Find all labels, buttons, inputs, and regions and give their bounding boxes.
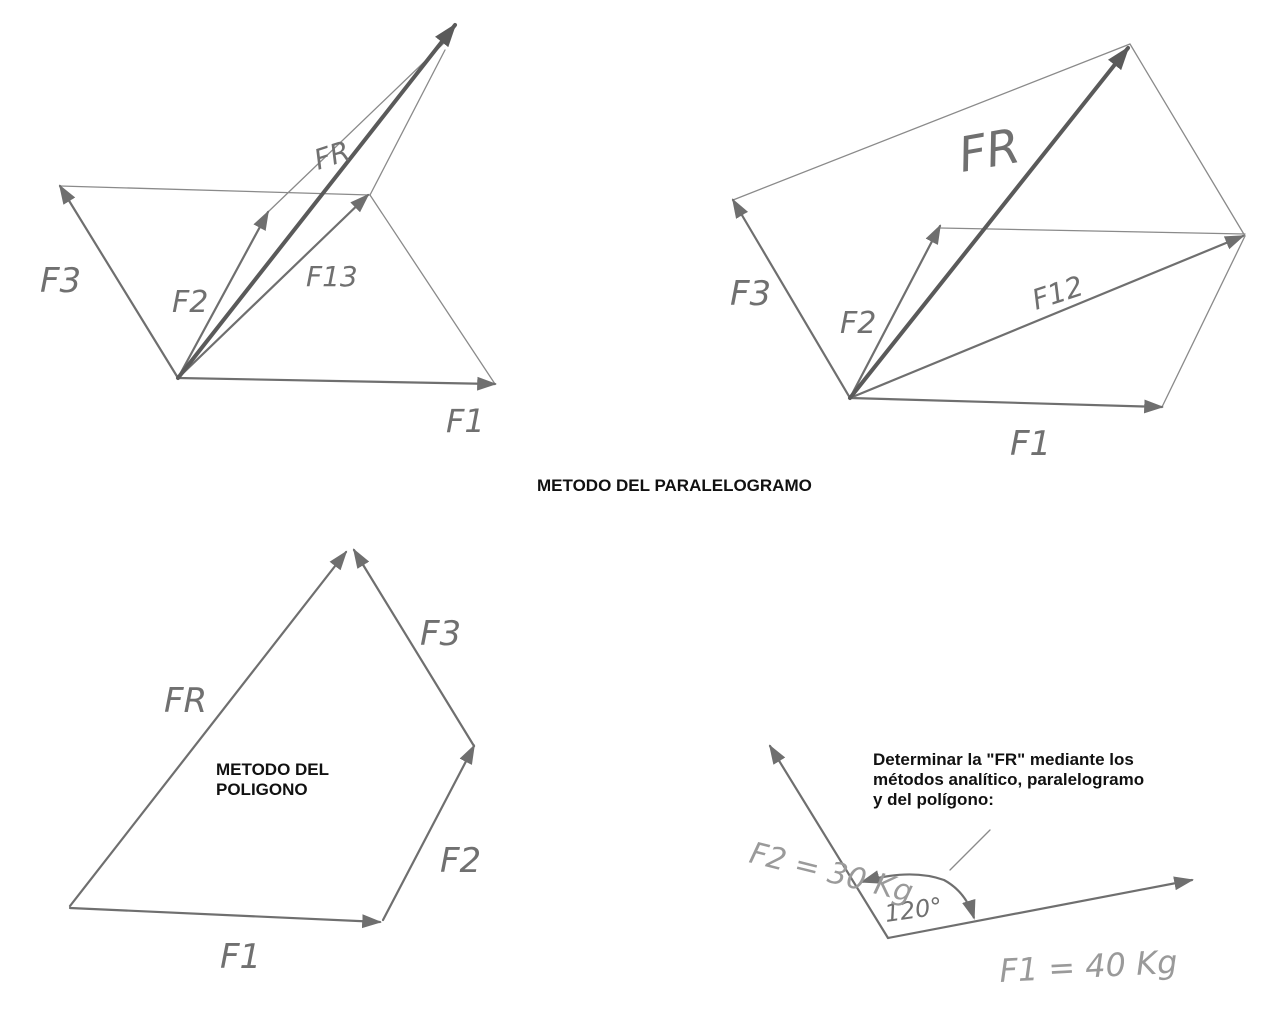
guide-line	[268, 42, 445, 212]
label-f3: F3	[730, 274, 772, 314]
vector-f1	[178, 378, 495, 384]
vector-f2-given	[770, 746, 888, 938]
label-f2: F2	[840, 306, 877, 341]
label-f2: F2	[440, 841, 482, 881]
label-f13: F13	[306, 260, 358, 293]
label-f1: F1	[220, 937, 262, 977]
label-f1-given: F1 = 40 Kg	[998, 942, 1179, 990]
guide-line	[370, 195, 495, 384]
heading-parallelogram-method: METODO DEL PARALELOGRAMO	[537, 476, 812, 495]
vector-f12	[850, 236, 1243, 398]
label-fr: FR	[309, 134, 354, 177]
label-f2: F2	[172, 285, 209, 320]
label-fr: FR	[954, 118, 1025, 184]
label-angle: 120°	[882, 892, 945, 928]
parallelogram-diagram-right	[730, 44, 1245, 464]
label-f2-given: F2 = 30 Kg	[746, 835, 917, 911]
label-f12: F12	[1027, 269, 1088, 317]
vector-fr	[178, 25, 455, 378]
vector-f1	[850, 398, 1162, 407]
task-statement: Determinar la "FR" mediante los métodos analítico, paralelogramo y del polígono:	[873, 750, 1145, 809]
label-f1: F1	[1010, 424, 1052, 464]
label-f3: F3	[420, 614, 462, 654]
heading-polygon-method: METODO DEL POLIGONO	[216, 760, 330, 799]
vector-f2	[383, 746, 474, 920]
label-fr: FR	[164, 681, 208, 721]
label-f1: F1	[446, 402, 485, 440]
label-f3: F3	[40, 261, 82, 301]
guide-line	[1130, 44, 1245, 236]
guide-line	[370, 50, 445, 195]
vector-fr	[850, 48, 1128, 398]
vector-f1	[70, 908, 380, 922]
vector-fr	[70, 552, 346, 906]
guide-line	[950, 830, 990, 870]
guide-line	[1162, 236, 1245, 407]
parallelogram-diagram-left	[40, 25, 495, 440]
